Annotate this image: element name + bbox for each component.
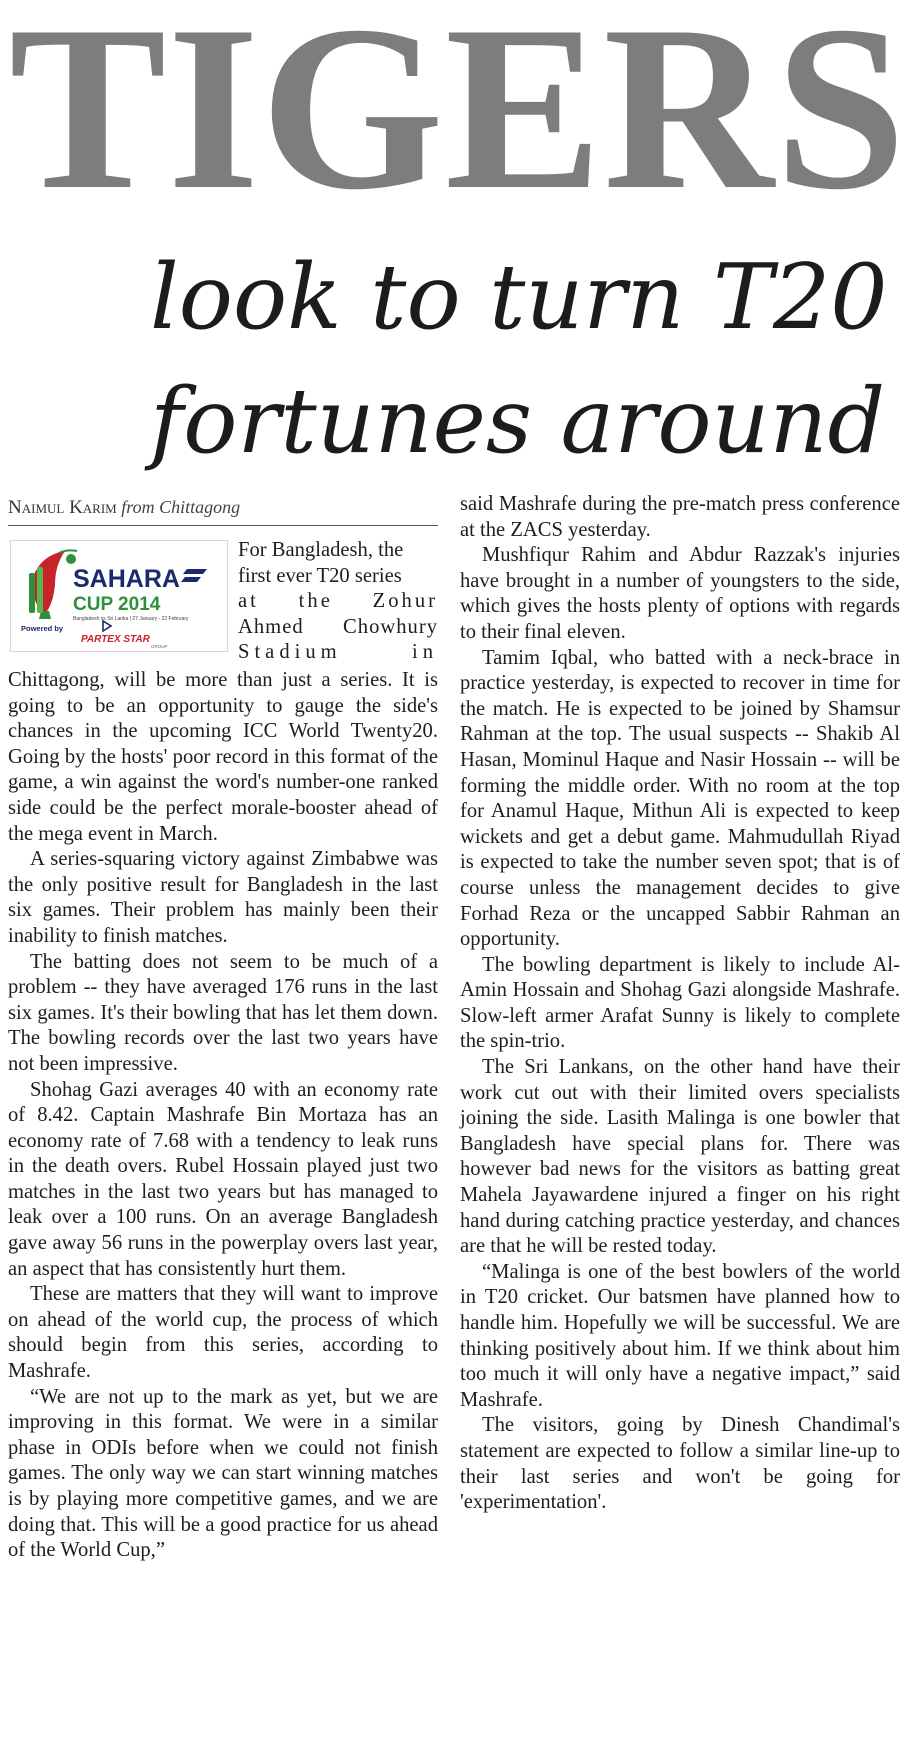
logo-cup: CUP 2014 <box>73 594 161 615</box>
article-paragraph: Shohag Gazi averages 40 with an economy rate of 8.42. Captain Mashrafe Bin Mortaza has an economy rate of 7.68 with a tendency to leak runs in the death overs. Rubel Hossain played just two matches in the last two years but has managed to leak over a 100 runs. On an average Bangladesh gave away 56 runs in the powerplay overs last year, an aspect that has consistently hurt them. <box>8 1078 438 1280</box>
headline-subtitle <box>150 236 910 484</box>
headline-subtitle-line-2: fortunes around <box>150 369 886 474</box>
article-paragraph: “We are not up to the mark as yet, but we are improving in this format. We were in a similar phase in ODIs before when we could not finish games. The only way we can start winning matches is by playing more competitive games, and we are doing that. This will be a good practice for us ahead of the World Cup,” <box>8 1385 438 1562</box>
byline-location: from Chittagong <box>121 497 241 517</box>
logo-powered-by: Powered by <box>21 624 64 633</box>
trophy-icon <box>29 550 77 619</box>
headline-main: TIGERS <box>9 0 907 239</box>
logo-swoosh-icon <box>181 569 207 582</box>
logo-sponsor-group: GROUP <box>151 644 168 649</box>
sahara-cup-logo-graphic <box>11 541 229 653</box>
headline-subtitle-line-1: look to turn T20 <box>150 245 888 350</box>
partex-mark-icon <box>103 621 111 631</box>
article-paragraph: The visitors, going by Dinesh Chandimal's statement are expected to follow a similar line-up to their last series and won't be going for 'experimentation'. <box>460 1414 900 1514</box>
article-paragraph: Tamim Iqbal, who batted with a neck-brace in practice yesterday, is expected to recover in time for the match. He is expected to be joined by Shamsur Rahman at the top. The usual suspects -- Shakib Al Hasan, Mominul Haque and Nasir Hossain -- will be forming the middle order. With no room at the top for Anamul Haque, Mithun Ali is expected to keep wickets and get a debut game. Mahmudullah Riyad is expected to take the number seven spot; that is of course unless the management decides to give Forhad Reza or the uncapped Sabbir Rahman an opportunity. <box>460 646 900 951</box>
intro-line: at the Zohur <box>238 590 438 613</box>
article-paragraph: said Mashrafe during the pre-match press conference at the ZACS yesterday. <box>460 493 900 541</box>
logo-tagline: Bangladesh vs Sri Lanka | 27 January - 22 February <box>73 616 189 622</box>
logo-sponsor: PARTEX STAR <box>81 634 150 645</box>
article-column-right <box>460 492 900 1516</box>
article-paragraph: These are matters that they will want to improve on ahead of the world cup, the process of which should begin from this series, according to Mashrafe. <box>8 1283 438 1383</box>
intro-line: Stadium in <box>238 641 438 664</box>
logo-brand: SAHARA <box>73 565 180 593</box>
byline-author: Naimul Karim <box>8 497 117 518</box>
article-paragraph: Mushfiqur Rahim and Abdur Razzak's injuries have brought in a number of youngsters to the side, which gives the hosts plenty of options with regards to their final eleven. <box>460 544 900 643</box>
intro-line: first ever T20 series <box>238 564 402 587</box>
sahara-cup-logo <box>10 540 228 652</box>
article-paragraph: Chittagong, will be more than just a series. It is going to be an opportunity to gauge the side's chances in the upcoming ICC World Twenty20. Going by the hosts' poor record in this format of the game, a win against the word's number-one ranked side could be the perfect morale-booster ahead of the mega event in March. <box>8 669 438 845</box>
intro-line: Ahmed Chowhury <box>238 615 438 638</box>
article-intro <box>238 538 438 666</box>
article-paragraph: The Sri Lankans, on the other hand have their work cut out with their limited overs specialists joining the side. Lasith Malinga is one bowler that Bangladesh have special plans for. There was however bad news for the visitors as batting great Mahela Jayawardene injured a finger on his right hand during catching practice yesterday, and chances are that he will be rested today. <box>460 1056 900 1258</box>
byline-divider <box>8 525 438 526</box>
article-paragraph: “Malinga is one of the best bowlers of the world in T20 cricket. Our batsmen have planned how to handle him. Hopefully we will be successful. We are thinking positively about him. If we think about him too much it will only have a negative impact,” said Mashrafe. <box>460 1260 900 1411</box>
article-paragraph: The batting does not seem to be much of a problem -- they have averaged 176 runs in the last six games. It's their bowling that has let them down. The bowling records over the last two years have not been impressive. <box>8 950 438 1075</box>
byline <box>8 496 438 519</box>
intro-line: For Bangladesh, the <box>238 539 404 561</box>
article-paragraph: The bowling department is likely to include Al-Amin Hossain and Shohag Gazi alongside Mashrafe. Slow-left armer Arafat Sunny is likely to complete the spin-trio. <box>460 953 900 1053</box>
article-paragraph: A series-squaring victory against Zimbabwe was the only positive result for Bangladesh in the last six games. Their problem has mainly been their inability to finish matches. <box>8 848 438 947</box>
article-column-left <box>8 668 438 1564</box>
